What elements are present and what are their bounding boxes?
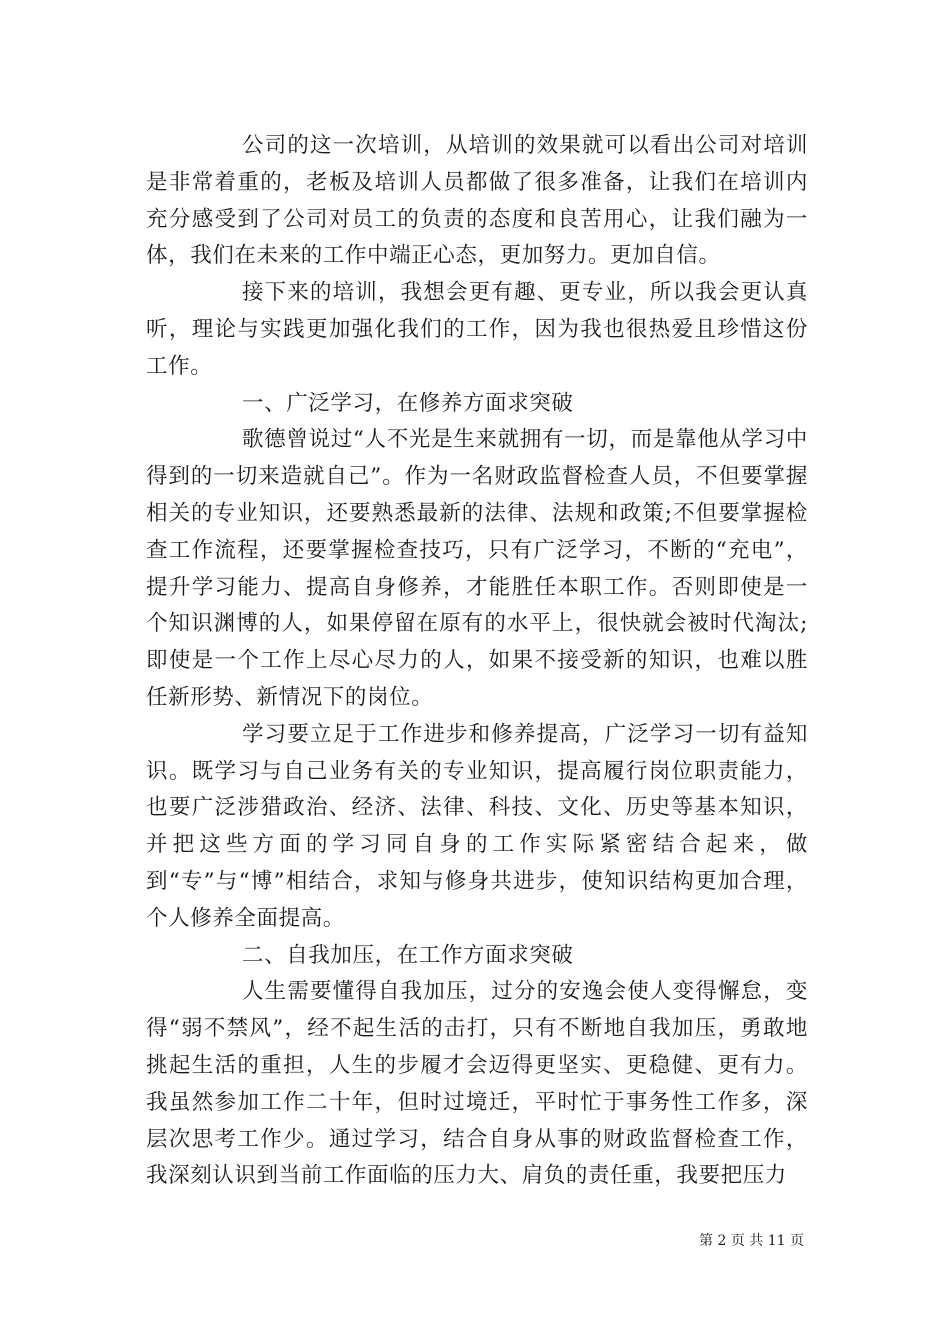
paragraph-self-pressure: 人生需要懂得自我加压，过分的安逸会使人变得懈怠，变得“弱不禁风”，经不起生活的击打，只有不断地自我加压，勇敢地挑起生活的重担，人生的步履才会迈得更坚实、更稳健、更有力。我虽然参加工作二十年，但时过境迁，平时忙于事务性工作多，深层次思考工作少。通过学习，结合自身从事的财政监督检查工作，我深刻认识到当前工作面临的压力大、肩负的责任重，我要把压力 [146, 979, 808, 1189]
section-heading-pressure: 二、自我加压，在工作方面求突破 [242, 942, 574, 968]
paragraph-study-basis: 学习要立足于工作进步和修养提高，广泛学习一切有益知识。既学习与自己业务有关的专业知识，提高履行岗位职责能力，也要广泛涉猎政治、经济、法律、科技、文化、历史等基本知识，并把这些方面的学习同自身的工作实际紧密结合起来，做到“专”与“博”相结合，求知与修身共进步，使知识结构更加合理，个人修养全面提高。 [146, 721, 808, 931]
paragraph-goethe-quote: 歌德曾说过“人不光是生来就拥有一切，而是靠他从学习中得到的一切来造就自己”。作为一名财政监督检查人员，不但要掌握相关的专业知识，还要熟悉最新的法律、法规和政策;不但要掌握检查工作流程，还要掌握检查技巧，只有广泛学习，不断的“充电”，提升学习能力、提高自身修养，才能胜任本职工作。否则即使是一个知识渊博的人，如果停留在原有的水平上，很快就会被时代淘汰;即使是一个工作上尽心尽力的人，如果不接受新的知识，也难以胜任新形势、新情况下的岗位。 [146, 427, 808, 710]
page-number-footer: 第 2 页 共 11 页 [699, 1233, 804, 1249]
paragraph-next-training: 接下来的培训，我想会更有趣、更专业，所以我会更认真听，理论与实践更加强化我们的工作，因为我也很热爱且珍惜这份工作。 [146, 280, 808, 379]
paragraph-training-effect: 公司的这一次培训，从培训的效果就可以看出公司对培训是非常着重的，老板及培训人员都做了很多准备，让我们在培训内充分感受到了公司对员工的负责的态度和良苦用心，让我们融为一体，我们在未来的工作中端正心态，更加努力。更加自信。 [146, 133, 808, 269]
section-heading-study: 一、广泛学习，在修养方面求突破 [242, 390, 574, 416]
document-body [146, 128, 808, 1195]
